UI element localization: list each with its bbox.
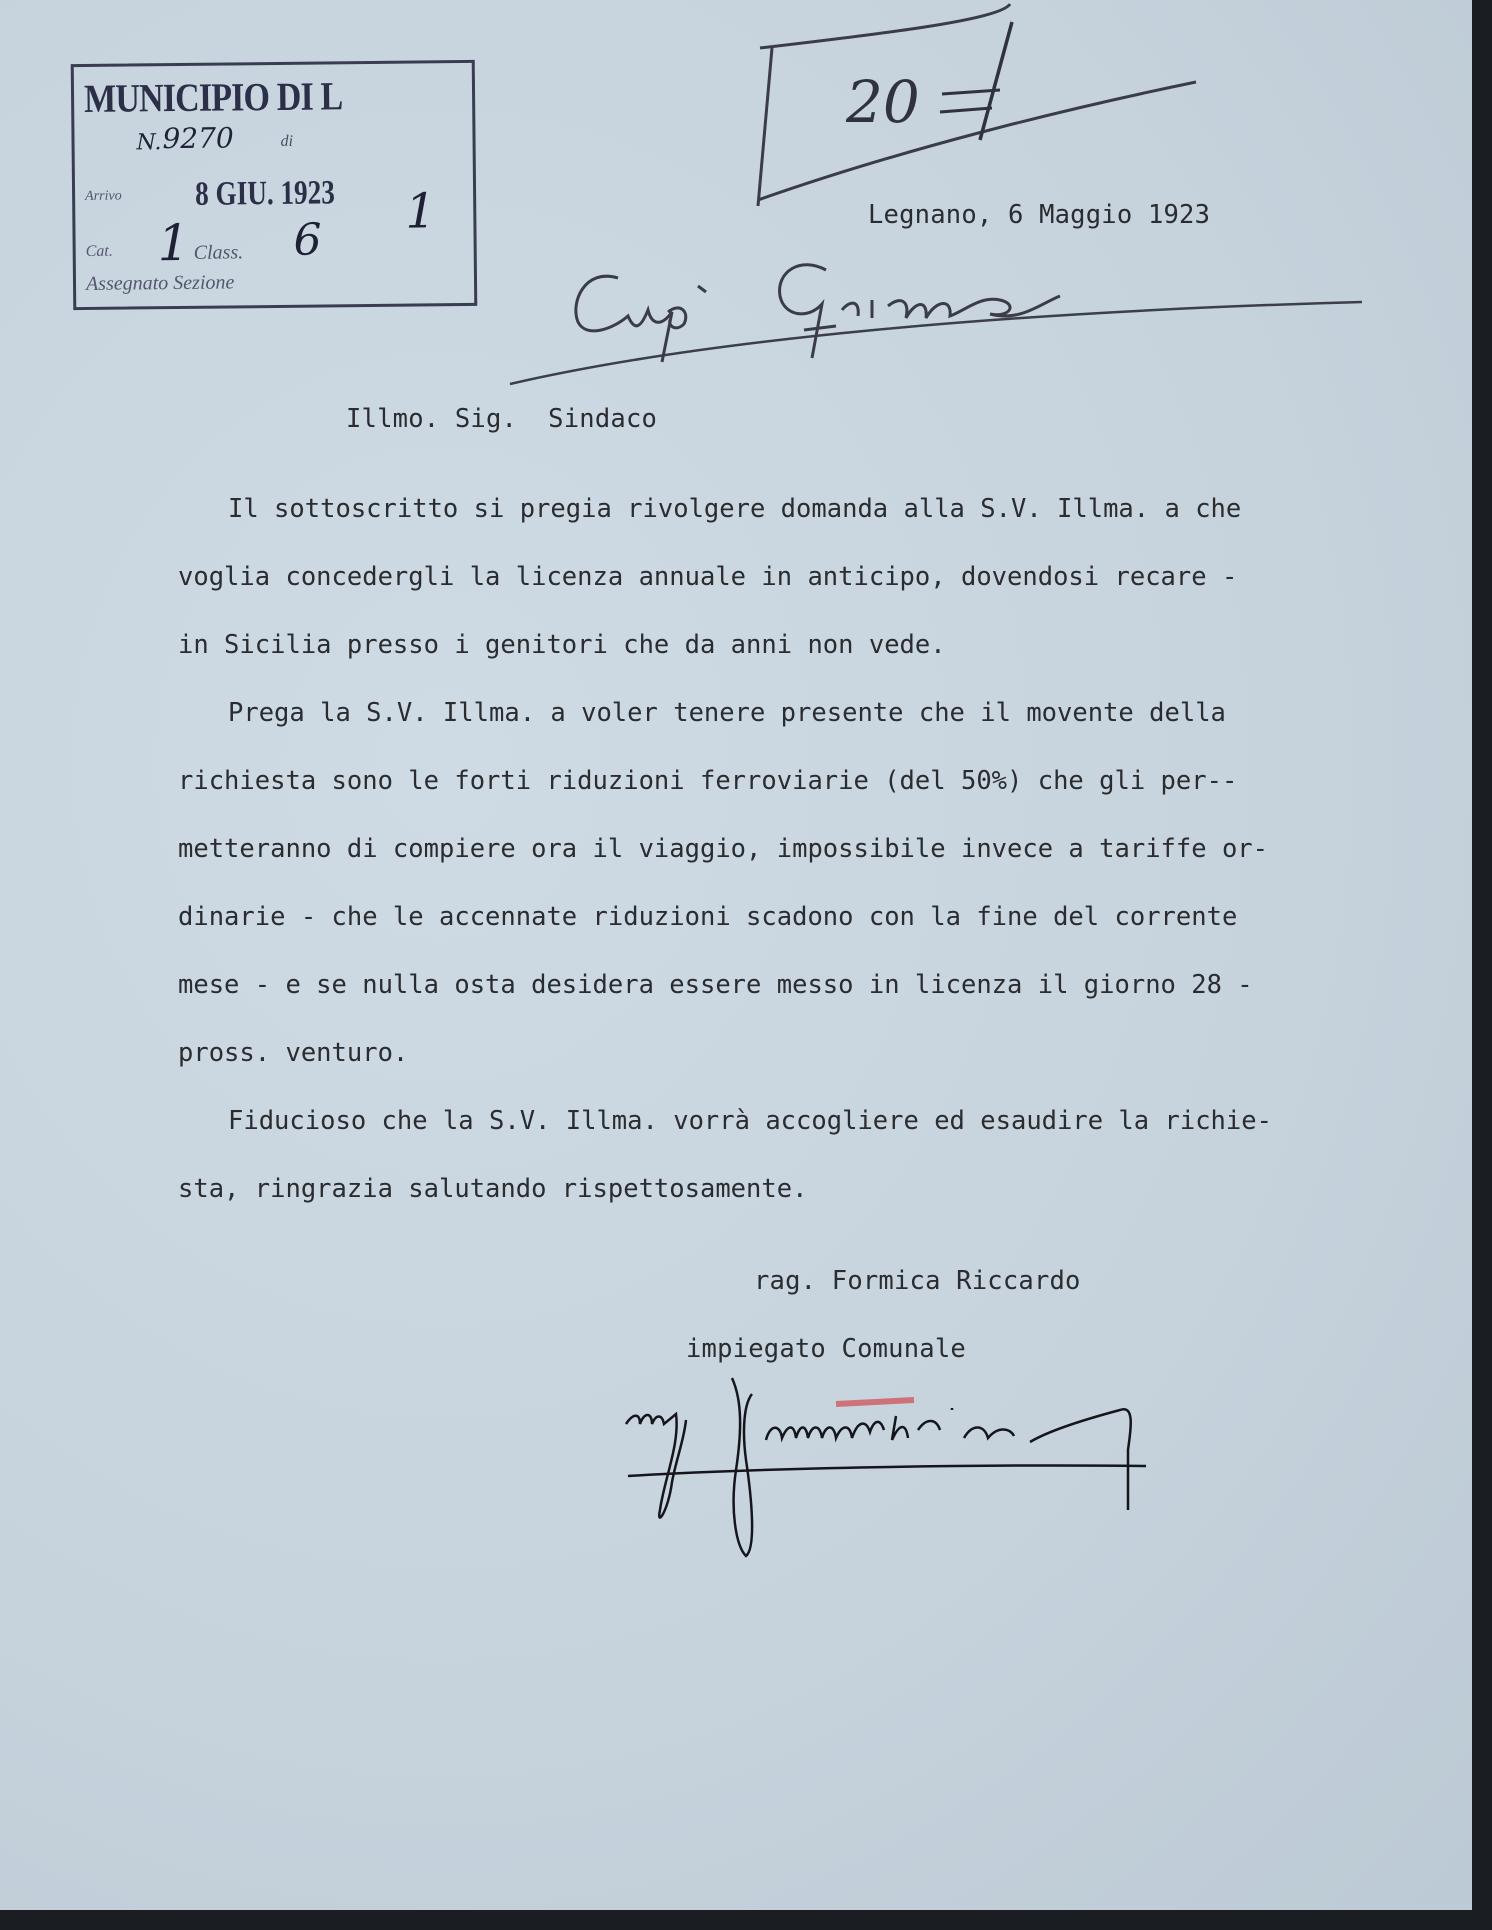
stamp-extra-mark: 1 [404, 183, 437, 240]
body-line: Prega la S.V. Illma. a voler tenere presente che il movente della [228, 698, 1226, 728]
body-line: pross. venturo. [178, 1038, 409, 1068]
stamp-section-label: Assegnato Sezione [85, 271, 235, 295]
stamp-class-label: Class. [193, 241, 244, 264]
stamp-date: 8 GIU. 1923 [194, 174, 336, 213]
pencil-box-number: 20 [846, 68, 920, 136]
stamp-protocol-number: 9270 [162, 121, 234, 156]
stamp-category-value: 1 [157, 213, 190, 273]
signer-name: rag. Formica Riccardo [754, 1266, 1081, 1296]
body-line: sta, ringrazia salutando rispettosamente. [178, 1174, 808, 1204]
body-line: dinarie - che le accennate riduzioni scadono con la fine del corrente [178, 902, 1238, 932]
salutation: Illmo. Sig. Sindaco [346, 404, 658, 434]
stamp-di-label: di [280, 132, 294, 150]
stamp-cat-label: Cat. [85, 242, 113, 260]
body-line: metteranno di compiere ora il viaggio, impossibile invece a tariffe or- [178, 834, 1269, 864]
body-line: mese - e se nulla osta desidera essere messo in licenza il giorno 28 - [178, 970, 1253, 1000]
place-date: Legnano, 6 Maggio 1923 [868, 200, 1211, 230]
stamp-number-prefix: N. [136, 130, 162, 156]
body-line: Il sottoscritto si pregia rivolgere domanda alla S.V. Illma. a che [228, 494, 1242, 524]
stamp-arrivo-label: Arrivo [85, 188, 122, 204]
stamp-class-value: 6 [293, 214, 322, 266]
body-line: voglia concedergli la licenza annuale in anticipo, dovendosi recare - [178, 562, 1238, 592]
body-line: in Sicilia presso i genitori che da anni non vede. [178, 630, 946, 660]
signer-title: impiegato Comunale [686, 1334, 966, 1364]
body-line: richiesta sono le forti riduzioni ferroviarie (del 50%) che gli per-- [178, 766, 1238, 796]
stamp-title: MUNICIPIO DI L [83, 73, 343, 121]
body-line: Fiducioso che la S.V. Illma. vorrà accogliere ed esaudire la richie- [228, 1106, 1272, 1136]
